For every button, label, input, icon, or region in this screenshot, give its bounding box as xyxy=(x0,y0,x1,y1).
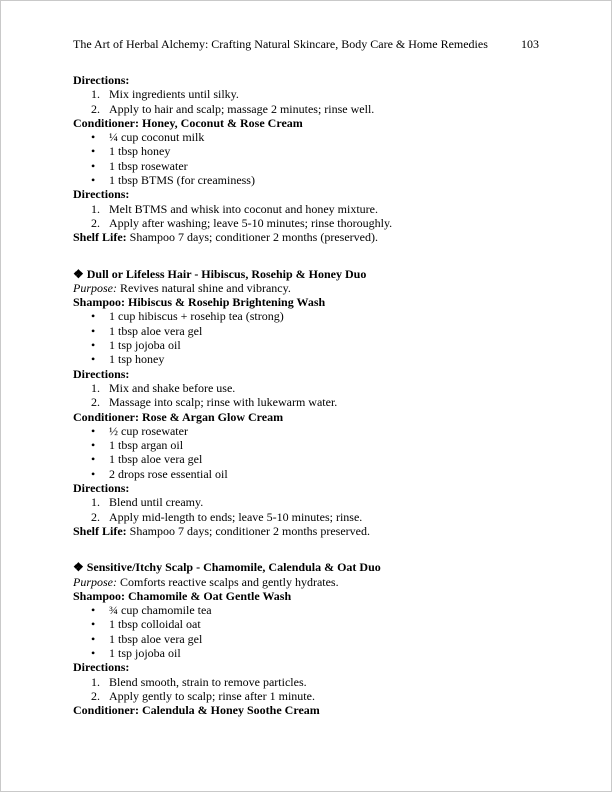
list-number: 1. xyxy=(91,674,100,689)
labeled-line xyxy=(73,230,539,244)
labeled-line xyxy=(73,575,539,589)
list-item-text: 1 tbsp argan oil xyxy=(109,438,184,453)
bullet-icon: • xyxy=(91,173,96,188)
list-item-text: Blend until creamy. xyxy=(109,495,204,510)
labeled-line xyxy=(73,524,539,538)
numbered-list xyxy=(73,675,539,704)
bullet-icon: • xyxy=(91,309,96,324)
page-number: 103 xyxy=(521,37,539,51)
list-item-text: 1 tbsp aloe vera gel xyxy=(109,323,203,338)
list-number: 2. xyxy=(91,395,100,410)
heading-line: Directions: xyxy=(73,660,130,675)
list-item-text: 1 tsp honey xyxy=(109,352,165,367)
list-item-text: 1 tbsp BTMS (for creaminess) xyxy=(109,173,255,188)
list-item xyxy=(73,87,539,101)
list-number: 2. xyxy=(91,688,100,703)
list-item xyxy=(73,144,539,158)
bullet-list xyxy=(73,309,539,366)
bullet-icon: • xyxy=(91,130,96,145)
list-item-text: 1 tsp jojoba oil xyxy=(109,338,181,353)
list-item-text: ¾ cup chamomile tea xyxy=(109,603,212,618)
list-item xyxy=(73,438,539,452)
numbered-list xyxy=(73,202,539,231)
list-item-text: Blend smooth, strain to remove particles. xyxy=(109,674,307,689)
bullet-list xyxy=(73,603,539,660)
list-item xyxy=(73,617,539,631)
bullet-icon: • xyxy=(91,466,96,481)
bullet-list xyxy=(73,424,539,481)
list-item xyxy=(73,495,539,509)
numbered-list xyxy=(73,87,539,116)
numbered-list xyxy=(73,495,539,524)
bullet-icon: • xyxy=(91,452,96,467)
list-item xyxy=(73,159,539,173)
list-item-text: Mix and shake before use. xyxy=(109,380,236,395)
heading-line: Conditioner: Honey, Coconut & Rose Cream xyxy=(73,115,303,130)
list-item xyxy=(73,689,539,703)
section-spacer xyxy=(73,538,539,560)
heading-line: ❖ Sensitive/Itchy Scalp - Chamomile, Calendula & Oat Duo xyxy=(73,560,381,575)
bullet-icon: • xyxy=(91,144,96,159)
list-item xyxy=(73,216,539,230)
heading-line: Directions: xyxy=(73,187,130,202)
heading-line: ❖ Dull or Lifeless Hair - Hibiscus, Rosehip & Honey Duo xyxy=(73,266,367,281)
line-label: Shelf Life: xyxy=(73,230,127,245)
document-body xyxy=(73,73,539,717)
line-text: Shampoo 7 days; conditioner 2 months (preserved). xyxy=(126,230,378,245)
list-item-text: Apply gently to scalp; rinse after 1 minute. xyxy=(109,688,315,703)
list-item xyxy=(73,309,539,323)
list-item-text: 1 tsp jojoba oil xyxy=(109,645,181,660)
list-item xyxy=(73,338,539,352)
heading-line: Directions: xyxy=(73,481,130,496)
list-item xyxy=(73,324,539,338)
heading-line: Shampoo: Chamomile & Oat Gentle Wash xyxy=(73,588,292,603)
list-item xyxy=(73,202,539,216)
list-item xyxy=(73,632,539,646)
list-number: 1. xyxy=(91,87,100,102)
line-label: Purpose: xyxy=(73,280,117,295)
section-spacer xyxy=(73,245,539,267)
list-item xyxy=(73,646,539,660)
list-item-text: 1 tbsp rosewater xyxy=(109,158,188,173)
list-item xyxy=(73,452,539,466)
list-number: 2. xyxy=(91,215,100,230)
list-item-text: 1 cup hibiscus + rosehip tea (strong) xyxy=(109,309,284,324)
list-item-text: 1 tbsp honey xyxy=(109,144,171,159)
list-item xyxy=(73,424,539,438)
list-item xyxy=(73,603,539,617)
list-item-text: Apply mid-length to ends; leave 5-10 minutes; rinse. xyxy=(109,509,363,524)
line-text: Revives natural shine and vibrancy. xyxy=(117,280,291,295)
line-text: Comforts reactive scalps and gently hydrates. xyxy=(117,574,339,589)
bullet-icon: • xyxy=(91,603,96,618)
list-item xyxy=(73,467,539,481)
bullet-icon: • xyxy=(91,631,96,646)
list-item xyxy=(73,130,539,144)
list-item-text: 2 drops rose essential oil xyxy=(109,466,228,481)
list-item xyxy=(73,102,539,116)
list-number: 1. xyxy=(91,201,100,216)
list-item-text: Apply to hair and scalp; massage 2 minutes; rinse well. xyxy=(109,101,375,116)
bullet-icon: • xyxy=(91,617,96,632)
list-item xyxy=(73,395,539,409)
bullet-icon: • xyxy=(91,338,96,353)
numbered-list xyxy=(73,381,539,410)
heading-line: Directions: xyxy=(73,73,130,87)
bullet-list xyxy=(73,130,539,187)
heading-line: Conditioner: Rose & Argan Glow Cream xyxy=(73,409,284,424)
list-item-text: Mix ingredients until silky. xyxy=(109,87,239,102)
list-item xyxy=(73,381,539,395)
line-label: Purpose: xyxy=(73,574,117,589)
bullet-icon: • xyxy=(91,438,96,453)
list-item-text: Melt BTMS and whisk into coconut and honey mixture. xyxy=(109,201,378,216)
line-label: Shelf Life: xyxy=(73,523,127,538)
running-header-title: The Art of Herbal Alchemy: Crafting Natural Skincare, Body Care & Home Remedies xyxy=(73,37,488,51)
bullet-icon: • xyxy=(91,423,96,438)
bullet-icon: • xyxy=(91,323,96,338)
list-item-text: ¼ cup coconut milk xyxy=(109,130,205,145)
list-item xyxy=(73,510,539,524)
list-item-text: ½ cup rosewater xyxy=(109,423,188,438)
heading-line: Directions: xyxy=(73,366,130,381)
list-number: 2. xyxy=(91,509,100,524)
bullet-icon: • xyxy=(91,645,96,660)
running-header xyxy=(73,37,539,51)
list-item-text: Apply after washing; leave 5-10 minutes; rinse thoroughly. xyxy=(109,215,393,230)
list-item-text: Massage into scalp; rinse with lukewarm water. xyxy=(109,395,338,410)
labeled-line xyxy=(73,281,539,295)
list-item xyxy=(73,173,539,187)
bullet-icon: • xyxy=(91,352,96,367)
heading-line: Shampoo: Hibiscus & Rosehip Brightening Wash xyxy=(73,295,326,310)
line-text: Shampoo 7 days; conditioner 2 months preserved. xyxy=(126,523,370,538)
list-item xyxy=(73,352,539,366)
list-number: 1. xyxy=(91,380,100,395)
list-item xyxy=(73,675,539,689)
heading-line: Conditioner: Calendula & Honey Soothe Cream xyxy=(73,703,320,718)
list-number: 2. xyxy=(91,101,100,116)
list-item-text: 1 tbsp aloe vera gel xyxy=(109,452,203,467)
list-number: 1. xyxy=(91,495,100,510)
list-item-text: 1 tbsp aloe vera gel xyxy=(109,631,203,646)
list-item-text: 1 tbsp colloidal oat xyxy=(109,617,201,632)
bullet-icon: • xyxy=(91,158,96,173)
